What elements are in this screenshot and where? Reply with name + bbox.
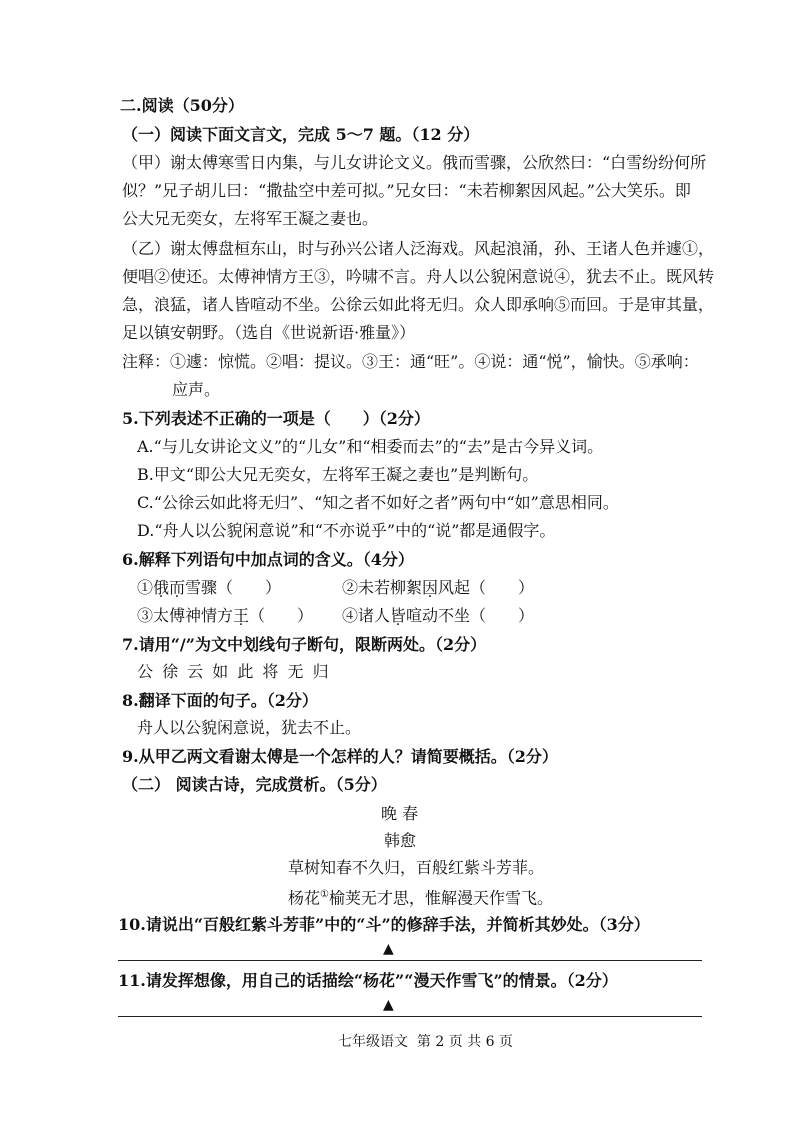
q5-option-c: C.“公徐云如此将无归”、“知之者不如好之者”两句中“如”意思相同。 xyxy=(137,493,619,512)
poem-line-2 xyxy=(288,884,553,909)
q6-item-2-pre: ②未若柳絮 xyxy=(342,578,423,597)
q6-item-2-dotted-word: 因 xyxy=(422,578,439,597)
answer-line xyxy=(118,960,702,961)
q6-item-1 xyxy=(137,577,281,599)
q6-item-2 xyxy=(342,577,534,599)
q6-item-3-dotted-word: 王 xyxy=(233,606,250,625)
q6-item-1-pre: ① xyxy=(137,578,154,597)
notes-line-2: 应声。 xyxy=(172,380,221,399)
q6-item-1-post: 雪骤（ ） xyxy=(185,578,282,597)
q11-stem: 11.请发挥想像，用自己的话描绘“杨花”“漫天作雪飞”的情景。（2分） xyxy=(118,971,618,990)
part1-heading: （一）阅读下面文言文，完成 5～7 题。（12 分） xyxy=(122,125,480,144)
q6-item-3-pre: ③太傅神情方 xyxy=(137,606,234,625)
poem-title: 晚 春 xyxy=(381,804,419,823)
poem-footnote-mark: ① xyxy=(320,889,329,900)
q6-item-4-dotted-word: 皆 xyxy=(390,606,407,625)
poem-line-2-pre: 杨花 xyxy=(288,888,321,908)
jia-line-1: （甲）谢太傅寒雪日内集，与儿女讲论文义。俄而雪骤，公欣然曰：“白雪纷纷何所 xyxy=(122,153,707,172)
q8-stem: 8.翻译下面的句子。（2分） xyxy=(122,691,318,710)
q5-option-a: A.“与儿女讲论文义”的“儿女”和“相委而去”的“去”是古今异义词。 xyxy=(137,437,604,456)
answer-line xyxy=(118,1016,702,1017)
yi-line-1: （乙）谢太傅盘桓东山，时与孙兴公诸人泛海戏。风起浪涌，孙、王诸人色并遽①， xyxy=(122,239,715,258)
q5-option-b: B.甲文“即公大兄无奕女，左将军王凝之妻也”是判断句。 xyxy=(137,465,539,484)
q5-option-d: D.“舟人以公貌闲意说”和“不亦说乎”中的“说”都是通假字。 xyxy=(137,521,556,540)
q9-stem: 9.从甲乙两文看谢太傅是一个怎样的人？请简要概括。（2分） xyxy=(122,747,558,766)
q6-item-3 xyxy=(137,605,313,627)
q6-item-1-dotted-word: 俄 xyxy=(153,578,170,597)
section-title: 二.阅读（50分） xyxy=(120,96,244,115)
q7-stem: 7.请用“/”为文中划线句子断句，限断两处。（2分） xyxy=(122,635,487,654)
notes-line-1: 注释：①遽：惊慌。②唱：提议。③王：通“旺”。④说：通“悦”，愉快。⑤承响： xyxy=(122,352,699,371)
q8-sentence: 舟人以公貌闲意说，犹去不止。 xyxy=(137,718,362,737)
answer-triangle-marker: ▲ xyxy=(383,941,394,957)
q6-item-2-post: 风起（ ） xyxy=(438,578,535,597)
page-footer: 七年级语文 第 2 页 共 6 页 xyxy=(338,1034,513,1050)
yi-line-3: 急，浪猛，诸人皆喧动不坐。公徐云如此将无归。众人即承响⑤而回。于是审其量， xyxy=(122,295,715,314)
jia-line-2: 似？”兄子胡儿曰：“撒盐空中差可拟。”兄女曰：“未若柳絮因风起。”公大笑乐。即 xyxy=(122,181,691,200)
q6-stem: 6.解释下列语句中加点词的含义。（4分） xyxy=(122,550,414,569)
q6-item-1-dotted-word-2: 而 xyxy=(169,578,186,597)
poem-line-1: 草树知春不久归，百般红紫斗芳菲。 xyxy=(288,858,545,877)
yi-line-4: 足以镇安朝野。（选自《世说新语·雅量》） xyxy=(122,323,416,342)
q6-item-4 xyxy=(342,605,534,627)
q6-item-3-post: （ ） xyxy=(249,606,314,625)
jia-line-3: 公大兄无奕女，左将军王凝之妻也。 xyxy=(122,209,379,228)
q5-stem: 5.下列表述不正确的一项是（ ）（2分） xyxy=(122,409,430,428)
q6-item-4-pre: ④诸人 xyxy=(342,606,391,625)
q10-stem: 10.请说出“百般红紫斗芳菲”中的“斗”的修辞手法，并简析其妙处。（3分） xyxy=(118,915,650,934)
poem-line-2-post: 榆荚无才思，惟解漫天作雪飞。 xyxy=(328,888,553,908)
poem-author: 韩愈 xyxy=(384,831,417,850)
yi-line-2: 便唱②使还。太傅神情方王③，吟啸不言。舟人以公貌闲意说④，犹去不止。既风转 xyxy=(122,267,715,286)
q7-sentence: 公 徐 云 如 此 将 无 归 xyxy=(137,662,331,681)
part2-heading: （二） 阅读古诗，完成赏析。（5分） xyxy=(122,775,387,794)
answer-triangle-marker: ▲ xyxy=(383,997,394,1013)
q6-item-4-post: 喧动不坐（ ） xyxy=(406,606,535,625)
